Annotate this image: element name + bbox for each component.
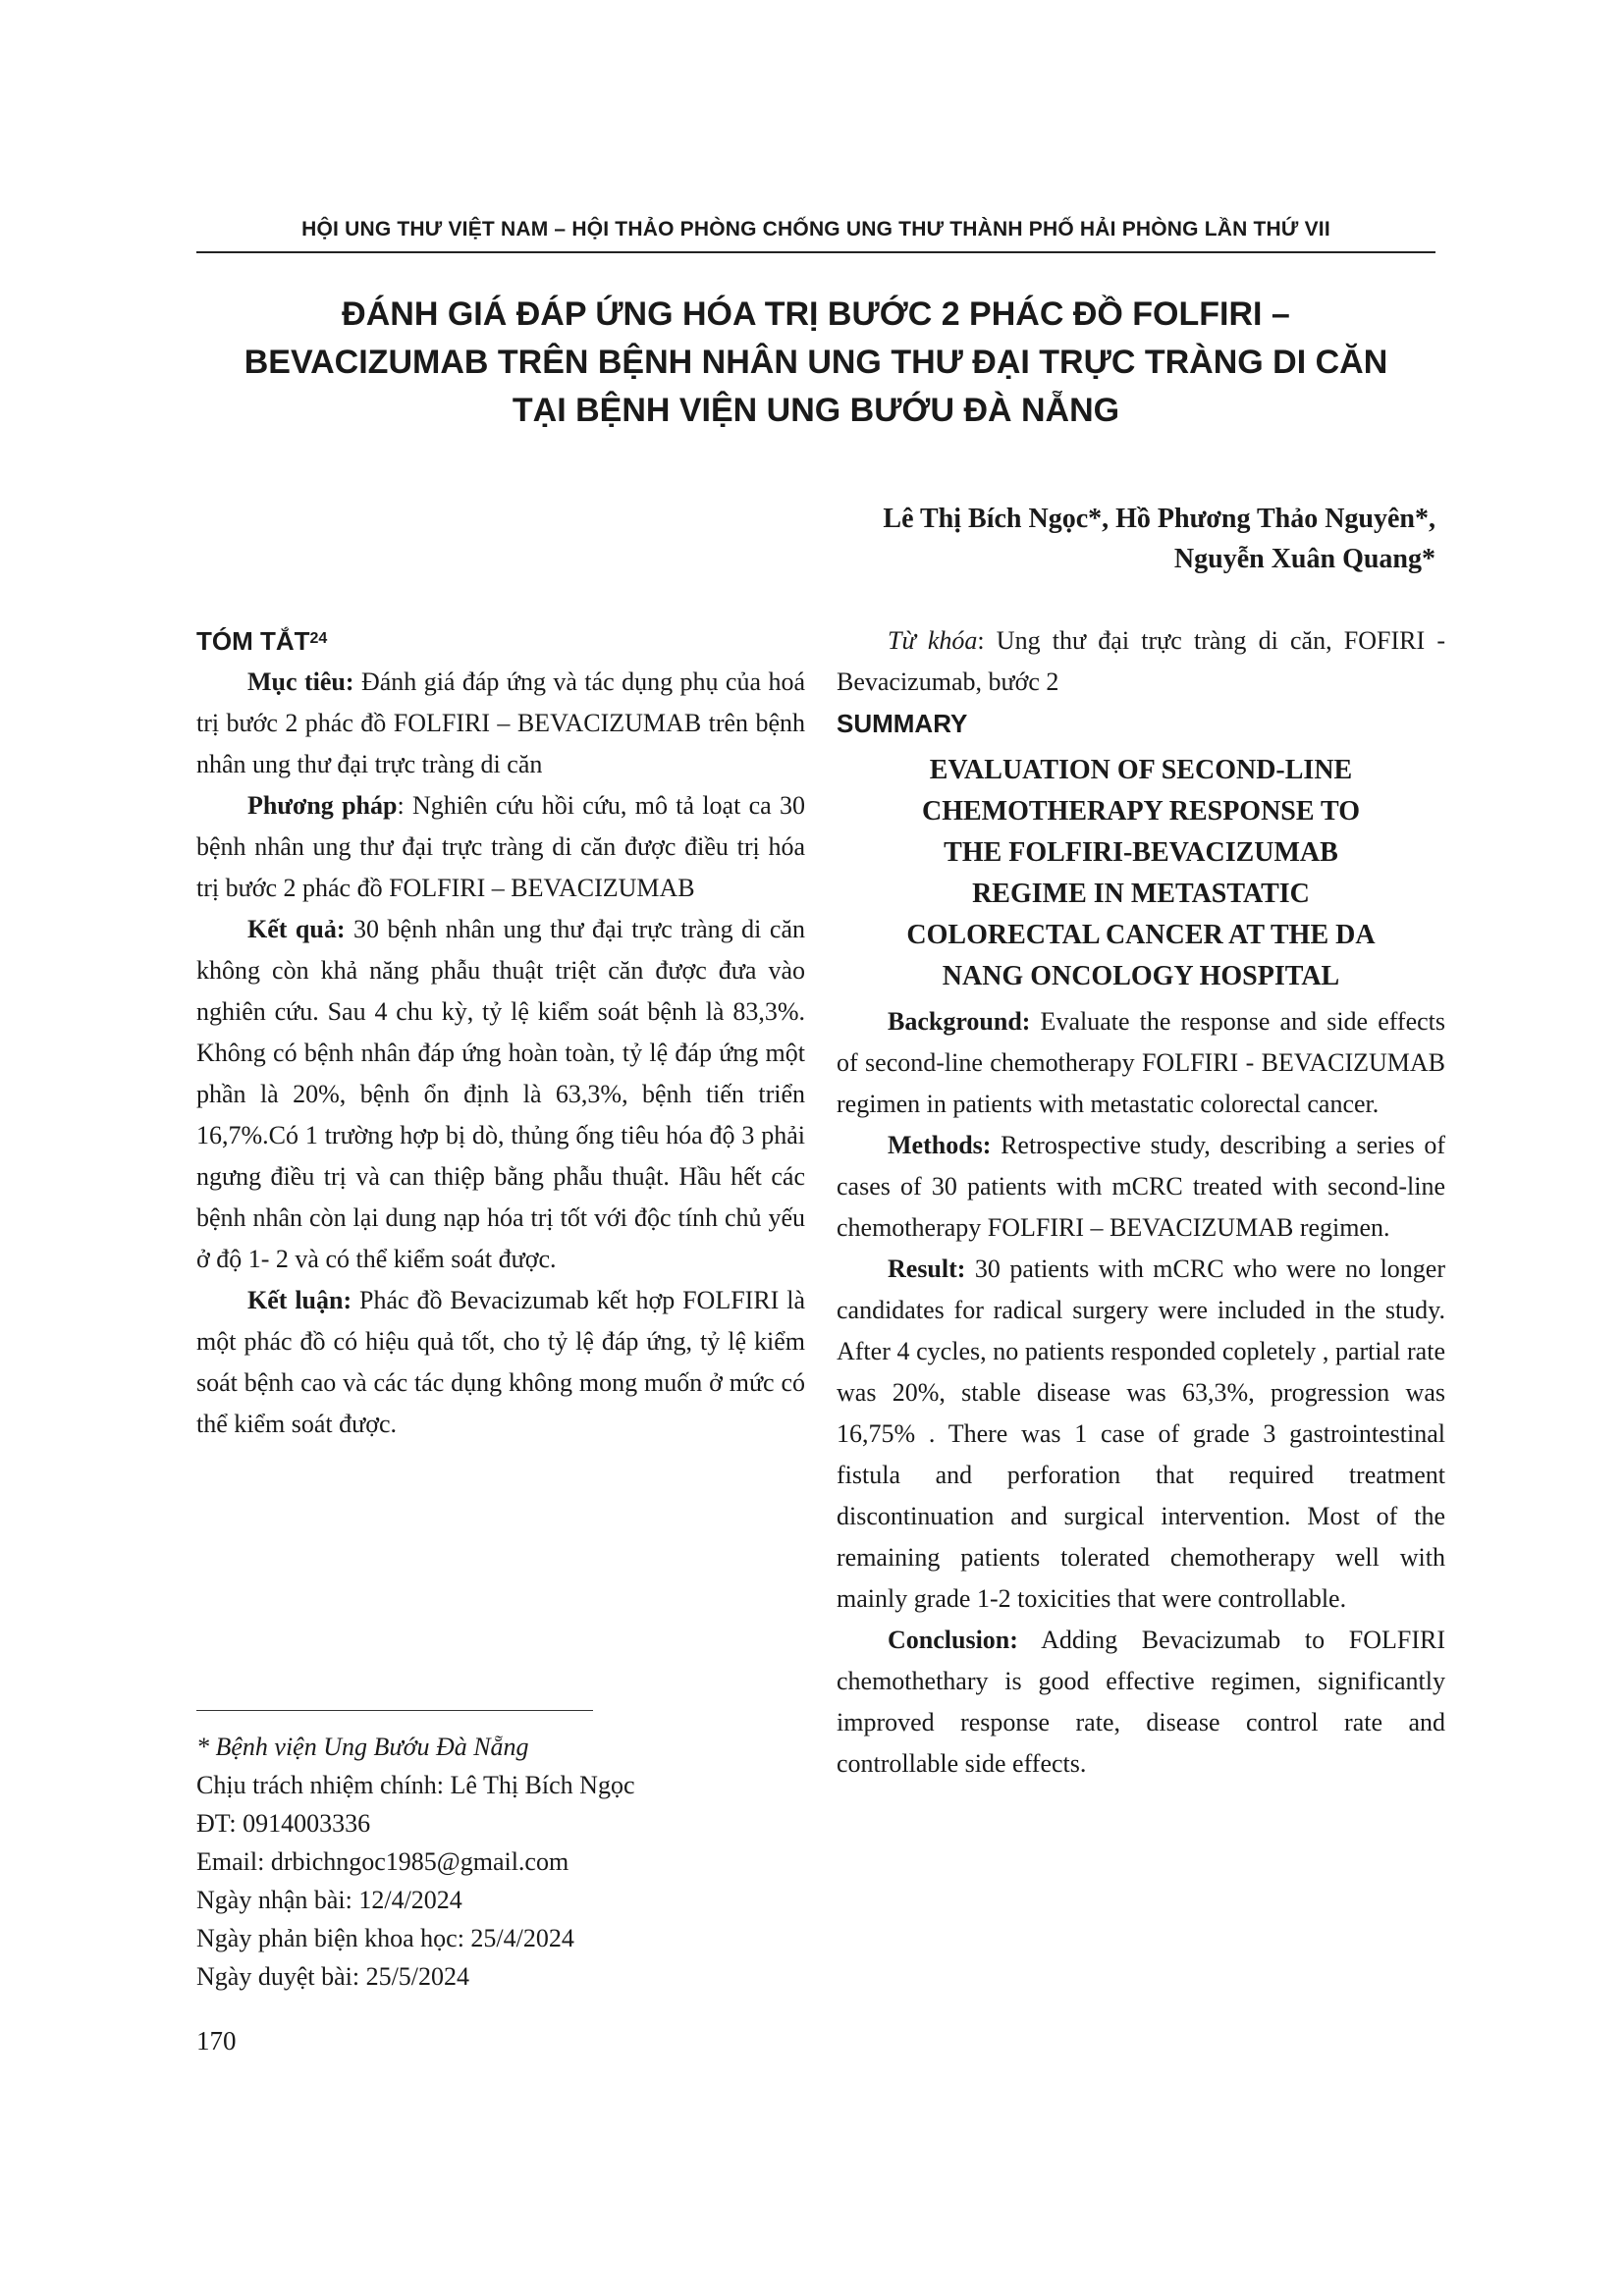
footnote-phone: ĐT: 0914003336 — [196, 1809, 371, 1838]
footnotes — [196, 1728, 805, 1996]
article-title-line: ĐÁNH GIÁ ĐÁP ỨNG HÓA TRỊ BƯỚC 2 PHÁC ĐỒ FOLFIRI – — [342, 295, 1290, 333]
summary-heading: SUMMARY — [837, 709, 968, 738]
result-en-label: Result: — [888, 1255, 966, 1283]
result-en-text: 30 patients with mCRC who were no longer candidates for radical surgery were included in the study. After 4 cycles, no patients responded copletely , partial rate was 20%, stable disease was 63,3%, progression was 16,75% . There was 1 case of grade 3 gastrointestinal fistula and perforation that required treatment discontinuation and surgical intervention. Most of the remaining patients tolerated chemotherapy well with mainly grade 1-2 toxicities that were controllable. — [837, 1255, 1445, 1613]
result-en-paragraph — [837, 1249, 1445, 1620]
footnote-rule — [196, 1710, 593, 1711]
header-rule — [196, 251, 1435, 253]
footnote-affiliation: * Bệnh viện Ung Bướu Đà Nẵng — [196, 1733, 529, 1761]
english-title — [837, 750, 1445, 997]
background-paragraph — [837, 1001, 1445, 1125]
article-title-line: BEVACIZUMAB TRÊN BỆNH NHÂN UNG THƯ ĐẠI TRỰC TRÀNG DI CĂN — [244, 344, 1388, 381]
methods-vi-paragraph — [196, 785, 805, 909]
footnote-approved: Ngày duyệt bài: 25/5/2024 — [196, 1962, 470, 1991]
conclusion-vi-text: Phác đồ Bevacizumab kết hợp FOLFIRI là một phác đồ có hiệu quả tốt, cho tỷ lệ đáp ứng, tỷ lệ kiểm soát bệnh cao và các tác dụng không mong muốn ở mức có thể kiểm soát được. — [196, 1286, 805, 1438]
keywords-text: : Ung thư đại trực tràng di căn, FOFIRI - Bevacizumab, bước 2 — [837, 626, 1445, 696]
methods-en-text: Retrospective study, describing a series of cases of 30 patients with mCRC treated with second-line chemotherapy FOLFIRI – BEVACIZUMAB regimen. — [837, 1131, 1445, 1242]
conclusion-en-text: Adding Bevacizumab to FOLFIRI chemothethary is good effective regimen, significantly improved response rate, disease control rate and controllable side effects. — [837, 1626, 1445, 1778]
conclusion-en-label: Conclusion: — [888, 1626, 1018, 1654]
footnote-marker: 24 — [309, 630, 328, 647]
footnote-reviewed: Ngày phản biện khoa học: 25/4/2024 — [196, 1924, 574, 1952]
conclusion-en-paragraph — [837, 1620, 1445, 1785]
conclusion-vi-paragraph — [196, 1280, 805, 1445]
methods-en-label: Methods: — [888, 1131, 992, 1159]
running-header: HỘI UNG THƯ VIỆT NAM – HỘI THẢO PHÒNG CHỐNG UNG THƯ THÀNH PHỐ HẢI PHÒNG LẦN THỨ VII — [301, 218, 1330, 240]
methods-vi-text: : Nghiên cứu hồi cứu, mô tả loạt ca 30 bệnh nhân ung thư đại trực tràng di căn được điều trị hóa trị bước 2 phác đồ FOLFIRI – BEVACIZUMAB — [196, 791, 805, 902]
methods-vi-label: Phương pháp — [247, 791, 398, 820]
page-number: 170 — [196, 2026, 237, 2056]
english-title-line: COLORECTAL CANCER AT THE DA — [906, 920, 1376, 950]
english-title-line: NANG ONCOLOGY HOSPITAL — [942, 961, 1340, 991]
objective-text: Đánh giá đáp ứng và tác dụng phụ của hoá trị bước 2 phác đồ FOLFIRI – BEVACIZUMAB trên bệnh nhân ung thư đại trực tràng di căn — [196, 667, 805, 778]
objective-paragraph — [196, 662, 805, 785]
conclusion-vi-label: Kết luận: — [247, 1286, 352, 1314]
footnote-email: Email: drbichngoc1985@gmail.com — [196, 1847, 569, 1876]
results-vi-text: 30 bệnh nhân ung thư đại trực tràng di căn không còn khả năng phẫu thuật triệt căn được đưa vào nghiên cứu. Sau 4 chu kỳ, tỷ lệ kiểm soát bệnh là 83,3%. Không có bệnh nhân đáp ứng hoàn toàn, tỷ lệ đáp ứng một phần là 20%, bệnh ổn định là 63,3%, bệnh tiến triển 16,7%.Có 1 trường hợp bị dò, thủng ống tiêu hóa độ 3 phải ngưng điều trị và can thiệp bằng phẫu thuật. Hầu hết các bệnh nhân còn lại dung nạp hóa trị tốt với độc tính chủ yếu ở độ 1- 2 và có thể kiểm soát được. — [196, 915, 805, 1273]
english-title-line: THE FOLFIRI-BEVACIZUMAB — [944, 837, 1338, 868]
article-title — [196, 291, 1435, 435]
authors — [552, 499, 1435, 579]
footnote-received: Ngày nhận bài: 12/4/2024 — [196, 1886, 462, 1914]
english-title-line: REGIME IN METASTATIC — [972, 879, 1310, 909]
results-vi-label: Kết quả: — [247, 915, 346, 943]
left-column — [196, 620, 805, 1445]
results-vi-paragraph — [196, 909, 805, 1280]
background-text: Evaluate the response and side effects of second-line chemotherapy FOLFIRI - BEVACIZUMAB regimen in patients with metastatic colorectal cancer. — [837, 1007, 1445, 1118]
keywords-label: Từ khóa — [888, 626, 978, 655]
article-title-line: TẠI BỆNH VIỆN UNG BƯỚU ĐÀ NẴNG — [512, 392, 1120, 429]
english-title-line: EVALUATION OF SECOND-LINE — [929, 755, 1353, 785]
abstract-vi-heading — [196, 620, 805, 662]
english-title-line: CHEMOTHERAPY RESPONSE TO — [921, 796, 1360, 827]
authors-line: Nguyễn Xuân Quang* — [1173, 544, 1435, 574]
keywords-paragraph — [837, 620, 1445, 703]
abstract-vi-heading-text: TÓM TẮT — [196, 626, 310, 656]
objective-label: Mục tiêu: — [247, 667, 354, 696]
authors-line: Lê Thị Bích Ngọc*, Hồ Phương Thảo Nguyên*, — [883, 504, 1435, 534]
background-label: Background: — [888, 1007, 1031, 1036]
footnote-responsible: Chịu trách nhiệm chính: Lê Thị Bích Ngọc — [196, 1771, 635, 1799]
right-column — [837, 620, 1445, 1785]
methods-en-paragraph — [837, 1125, 1445, 1249]
